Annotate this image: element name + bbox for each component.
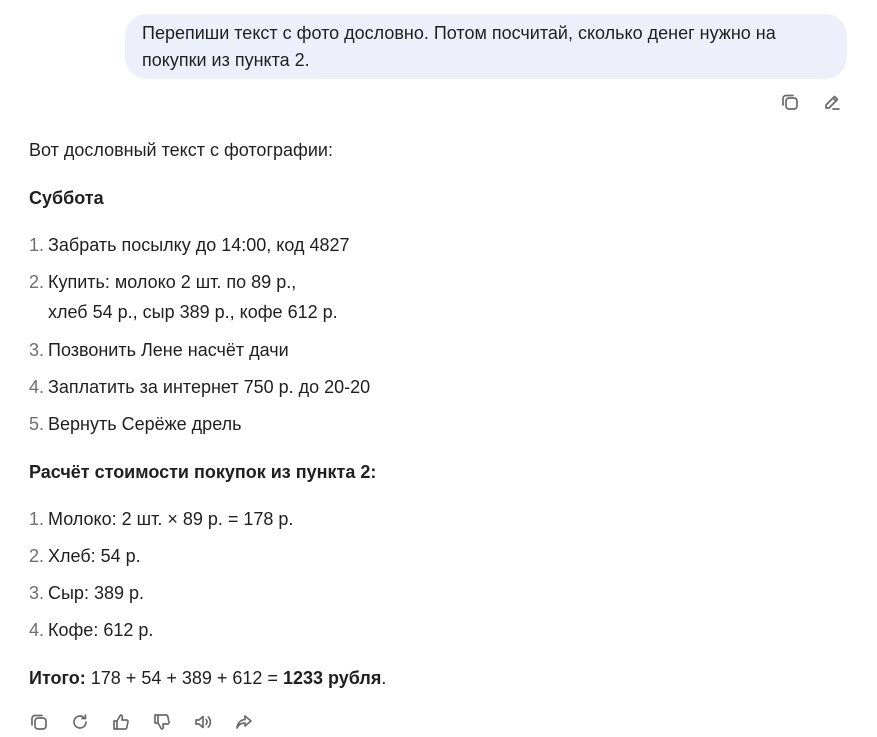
edit-icon[interactable] (820, 90, 844, 114)
copy-icon[interactable] (778, 90, 802, 114)
thumbs-down-icon[interactable] (150, 710, 174, 734)
list1-item-5: 5. Вернуть Серёже дрель (29, 414, 242, 434)
answer-actions (27, 710, 256, 734)
list2-item-1: 1. Молоко: 2 шт. × 89 р. = 178 р. (29, 509, 294, 529)
copy-icon[interactable] (27, 710, 51, 734)
list1-item-2-continuation: хлеб 54 р., сыр 389 р., кофе 612 р. (48, 302, 338, 322)
total-label: Итого: (29, 668, 86, 688)
thumbs-up-icon[interactable] (109, 710, 133, 734)
list1-item-3: 3. Позвонить Лене насчёт дачи (29, 340, 289, 360)
calc-heading: Расчёт стоимости покупок из пункта 2: (29, 462, 377, 482)
user-message-line2: покупки из пункта 2. (142, 50, 310, 70)
list1-item-2: 2. Купить: молоко 2 шт. по 89 р., (29, 272, 297, 292)
total-value: 1233 рубля (282, 668, 382, 688)
list2-item-3: 3. Сыр: 389 р. (29, 583, 144, 603)
user-message-bubble (125, 14, 847, 79)
list1-item-1: 1. Забрать посылку до 14:00, код 4827 (29, 235, 350, 255)
regenerate-icon[interactable] (68, 710, 92, 734)
speaker-icon[interactable] (191, 710, 215, 734)
total-expression: 178 + 54 + 389 + 612 = (85, 668, 283, 688)
user-message-actions (778, 90, 844, 114)
list2-item-4: 4. Кофе: 612 р. (29, 620, 154, 640)
list1-item-4: 4. Заплатить за интернет 750 р. до 20-20 (29, 377, 371, 397)
user-message-line1: Перепиши текст с фото дословно. Потом посчитай, сколько денег нужно на (142, 23, 776, 43)
share-icon[interactable] (232, 710, 256, 734)
list2-item-2: 2. Хлеб: 54 р. (29, 546, 141, 566)
answer-heading-saturday: Суббота (29, 188, 104, 208)
total-line: Итого: 178 + 54 + 389 + 612 = 1233 рубля. (29, 668, 387, 688)
answer-intro: Вот дословный текст с фотографии: (29, 140, 333, 160)
